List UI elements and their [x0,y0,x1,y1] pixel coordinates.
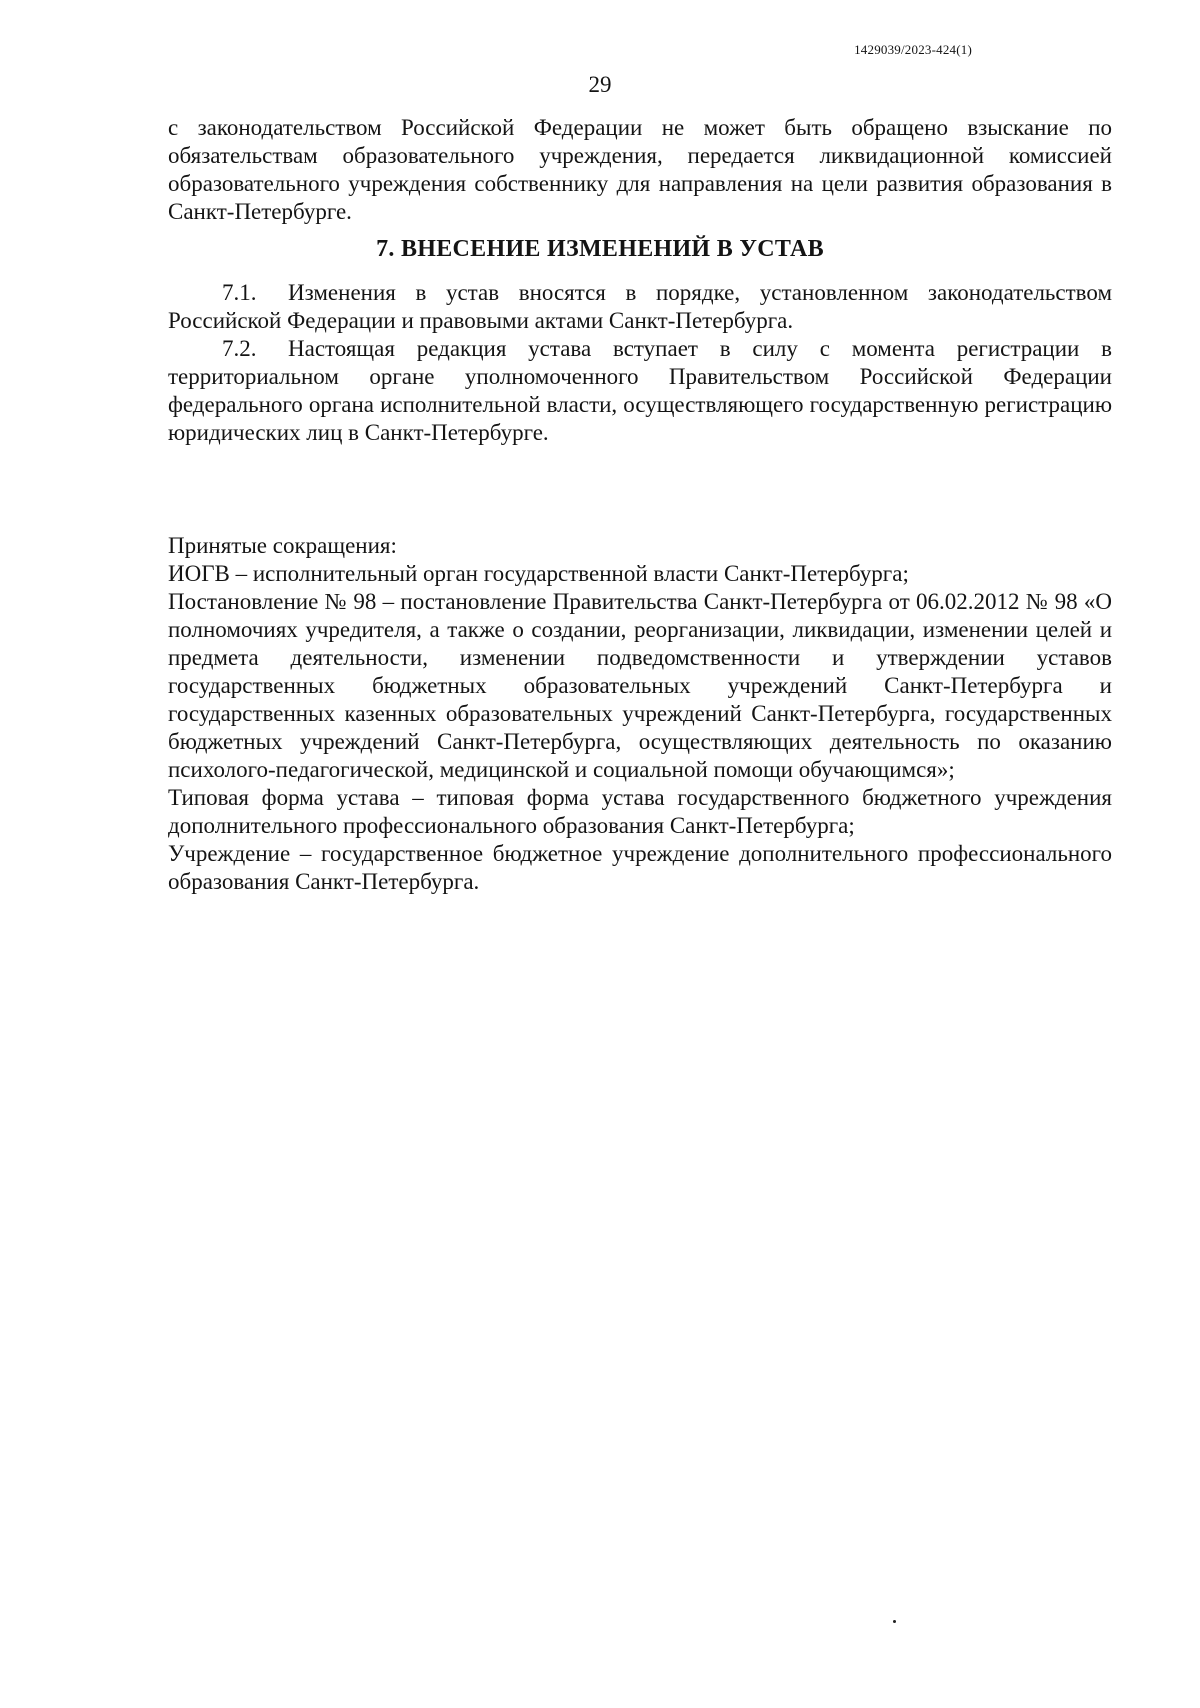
abbreviation-item: ИОГВ – исполнительный орган государственной власти Санкт-Петербурга; [168,561,909,586]
clause-7-1 [168,279,1112,335]
clause-number: 7.1. [222,280,257,305]
abbreviation-item: Типовая форма устава – типовая форма устава государственного бюджетного учреждения дополнительного профессионального образования Санкт-Петербурга; [168,785,1112,838]
clause-text: Настоящая редакция устава вступает в силу с момента регистрации в территориальном органе уполномоченного Правительством Российской Федерации федерального органа исполнительной власти, осуществляющего государственную регистрацию юридических лиц в Санкт-Петербурге. [168,336,1112,445]
intro-paragraph [168,114,1112,226]
intro-text: с законодательством Российской Федерации не может быть обращено взыскание по обязательствам образовательного учреждения, передается ликвидационной комиссией образовательного учреждения собственнику для направления на цели развития образования в Санкт-Петербурге. [168,115,1112,224]
scan-speck [893,1620,896,1623]
abbreviations-heading: Принятые сокращения: [168,533,397,558]
clause-number: 7.2. [222,336,257,361]
clause-text: Изменения в устав вносятся в порядке, установленном законодательством Российской Федерации и правовыми актами Санкт-Петербурга. [168,280,1112,333]
section-body [168,279,1112,447]
abbreviation-item: Постановление № 98 – постановление Правительства Санкт-Петербурга от 06.02.2012 № 98 «О полномочиях учредителя, а также о создании, реорганизации, ликвидации, изменении целей и предмета деятельности, изменении подведомственности и утверждении уставов государственных бюджетных образовательных учреждений Санкт-Петербурга и государственных казенных образовательных учреждений Санкт-Петербурга, государственных бюджетных учреждений Санкт-Петербурга, осуществляющих деятельность по оказанию психолого-педагогической, медицинской и социальной помощи обучающимся»; [168,589,1112,782]
abbreviations-block [168,532,1112,896]
page-number: 29 [588,72,612,97]
section-title: 7. ВНЕСЕНИЕ ИЗМЕНЕНИЙ В УСТАВ [376,236,824,262]
abbreviation-item: Учреждение – государственное бюджетное учреждение дополнительного профессионального образования Санкт-Петербурга. [168,841,1112,894]
document-id: 1429039/2023-424(1) [854,42,972,57]
clause-7-2 [168,335,1112,447]
